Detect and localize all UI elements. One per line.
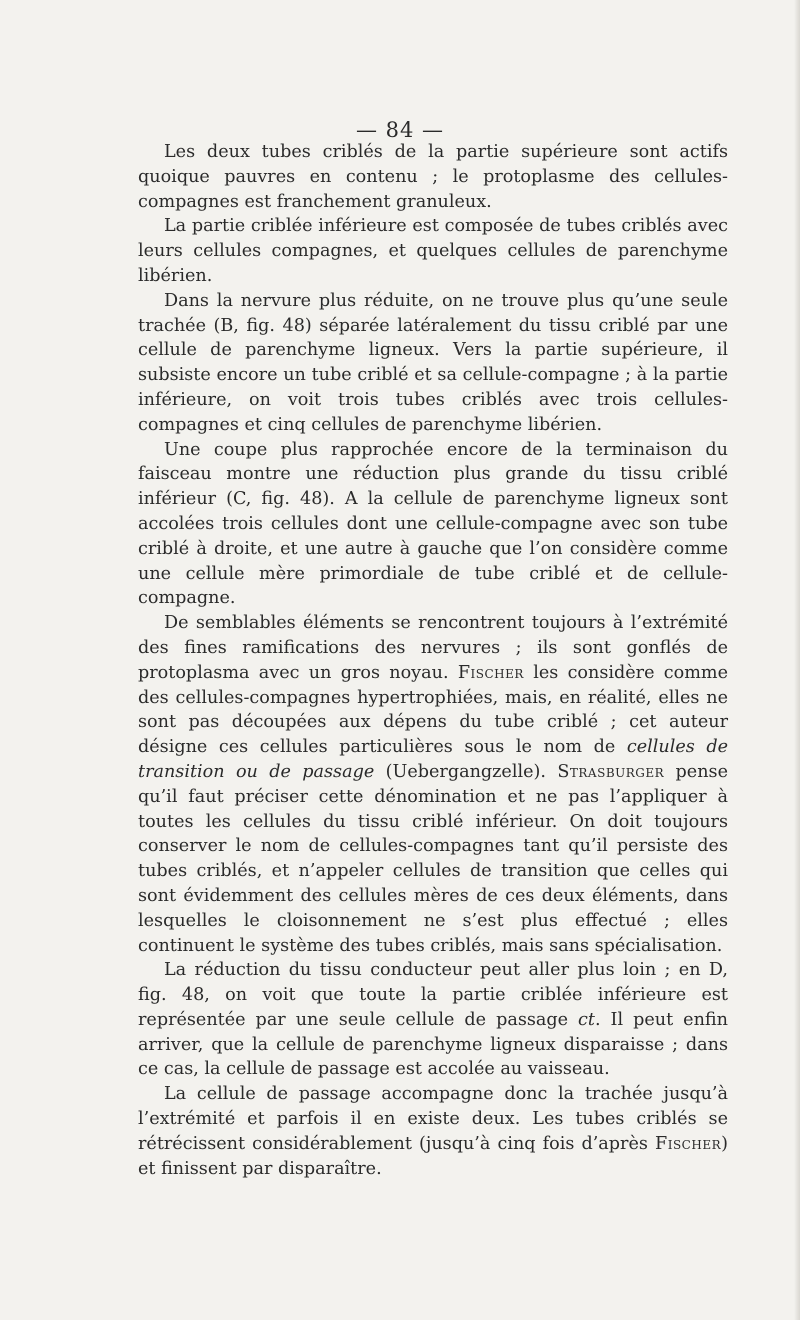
text-run: Dans la nervure plus réduite, on ne trouve plus qu’une seule trachée (B, fig. 48) séparée latéralement du tissu criblé par une cellule de parenchyme ligneux. Vers la partie supérieure, il subsiste encore un tube criblé et sa cellule-compagne ; à la partie inférieure, on voit trois tubes criblés avec trois cellules-compagnes et cinq cellules de parenchyme libérien. [138, 290, 728, 435]
author-name: Strasburger [557, 761, 665, 782]
body-text [138, 140, 728, 1181]
text-run: les considère comme des cellules-compagnes hypertrophiées, mais, en réalité, elles ne sont pas découpées aux dépens du tube criblé ; cet auteur désigne ces cellules particulières sous le nom de [138, 662, 729, 758]
author-name: Fischer [655, 1133, 722, 1154]
text-run: Les deux tubes criblés de la partie supérieure sont actifs quoique pauvres en contenu ; le protoplasme des cellules-compagnes est franchement granuleux. [138, 142, 728, 212]
text-run: ) et finissent par disparaître. [138, 1133, 728, 1179]
paragraph [138, 958, 728, 1082]
text-run: La cellule de passage accompagne donc la trachée jusqu’à l’extrémité et parfois il en existe deux. Les tubes criblés se rétrécissent considérablement (jusqu’à cinq fois d’après [138, 1084, 728, 1154]
page-number: — 84 — [355, 118, 445, 142]
italic-term: cellules de transition ou de passage [138, 737, 729, 782]
text-run: Une coupe plus rapprochée encore de la terminaison du faisceau montre une réduction plus grande du tissu criblé inférieur (C, fig. 48). A la cellule de parenchyme ligneux sont accolées trois cellules dont une cellule-compagne avec son tube criblé à droite, et une autre à gauche que l’on considère comme une cellule mère primordiale de tube criblé et de cellule-compagne. [138, 439, 728, 609]
paragraph [138, 438, 728, 612]
text-run: La réduction du tissu conducteur peut aller plus loin ; en D, fig. 48, on voit que toute la partie criblée inférieure est représentée par une seule cellule de passage [138, 960, 728, 1030]
page-edge [794, 0, 800, 1320]
text-run: pense qu’il faut préciser cette dénomination et ne pas l’appliquer à toutes les cellules du tissu criblé inférieur. On doit toujours conserver le nom de cellules-compagnes tant qu’il persiste des tubes criblés, et n’appeler cellules de transition que celles qui sont évidemment des cellules mères de ces deux éléments, dans lesquelles le cloisonnement ne s’est plus effectué ; elles continuent le système des tubes criblés, mais sans spécialisation. [138, 761, 728, 956]
paragraph [138, 611, 728, 958]
paragraph [138, 140, 728, 214]
text-run: La partie criblée inférieure est composée de tubes criblés avec leurs cellules compagnes, et quelques cellules de parenchyme libérien. [138, 216, 728, 286]
italic-term: ct [578, 1009, 595, 1030]
paragraph [138, 1082, 728, 1181]
text-run: . Il peut enfin arriver, que la cellule de parenchyme ligneux disparaisse ; dans ce cas, la cellule de passage est accolée au vaisseau. [138, 1009, 728, 1080]
author-name: Fischer [457, 662, 524, 683]
paragraph [138, 214, 728, 288]
text-run: (Uebergangzelle). [374, 761, 558, 782]
text-run: De semblables éléments se rencontrent toujours à l’extrémité des fines ramifications des nervures ; ils sont gonflés de protoplasma avec un gros noyau. [138, 613, 728, 683]
paragraph [138, 289, 728, 438]
